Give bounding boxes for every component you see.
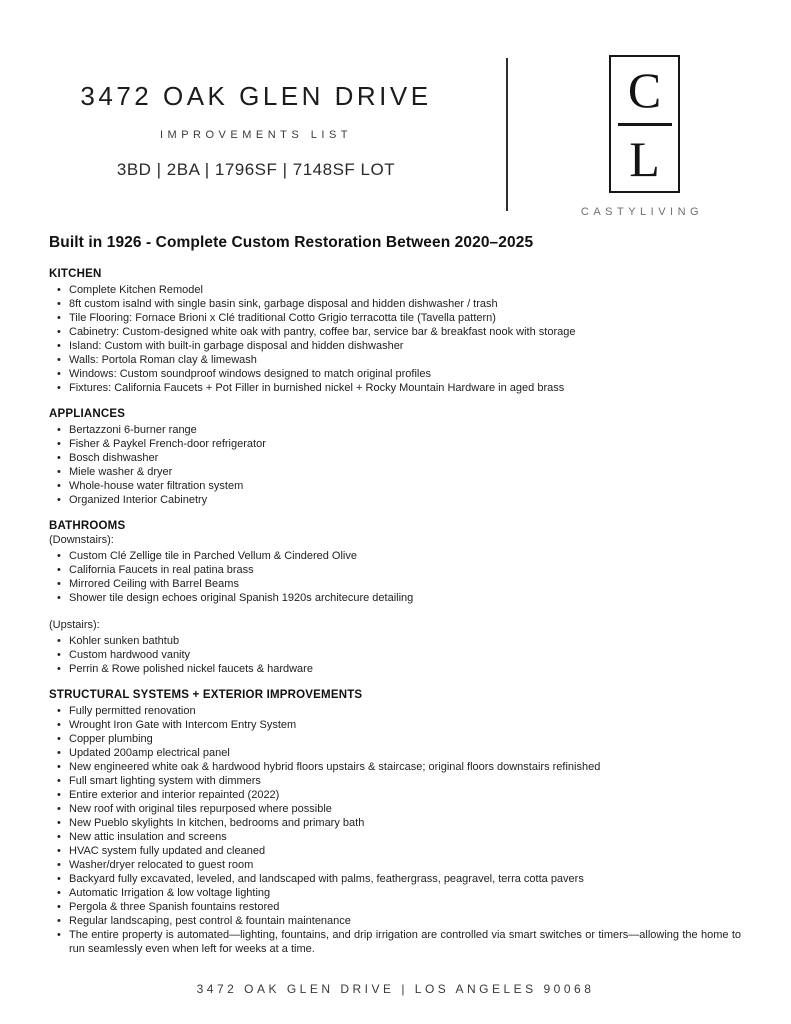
list-item: • Backyard fully excavated, leveled, and landscaped with palms, feathergrass, peagravel, terra cotta pavers [49,872,741,886]
section-heading: BATHROOMS [49,520,126,532]
logo-letter-c-wrap [628,57,661,123]
list-item: • Entire exterior and interior repainted (2022) [49,788,741,802]
list-item: • Windows: Custom soundproof windows designed to match original profiles [49,367,741,381]
list-item: • Updated 200amp electrical panel [49,746,741,760]
list-item: • Cabinetry: Custom-designed white oak with pantry, coffee bar, service bar & breakfast nook with storage [49,325,741,339]
list-item: • California Faucets in real patina brass [49,563,741,577]
bullet-group [49,704,741,956]
list-item: • Wrought Iron Gate with Intercom Entry System [49,718,741,732]
list-item: • Custom Clé Zellige tile in Parched Vellum & Cindered Olive [49,549,741,563]
document-subtitle: IMPROVEMENTS LIST [159,129,353,141]
bullet-list [49,704,741,956]
list-item: • Fisher & Paykel French-door refrigerator [49,437,741,451]
group-label: (Upstairs): [49,619,100,631]
list-item: • Bosch dishwasher [49,451,741,465]
list-item: • Bertazzoni 6-burner range [49,423,741,437]
bullet-list [49,423,741,507]
document-header [0,83,512,179]
bullet-group [49,533,741,605]
property-specs: 3BD | 2BA | 1796SF | 7148SF LOT [116,160,396,179]
list-item: • New Pueblo skylights In kitchen, bedrooms and primary bath [49,816,741,830]
list-item: • 8ft custom isalnd with single basin sink, garbage disposal and hidden dishwasher / trash [49,297,741,311]
list-item: • Copper plumbing [49,732,741,746]
page-title: 3472 OAK GLEN DRIVE [80,81,432,111]
section-heading: APPLIANCES [49,408,126,420]
brand-logo [609,55,680,193]
list-item: • Island: Custom with built-in garbage disposal and hidden dishwasher [49,339,741,353]
brand-name: CASTYLIVING [580,206,704,218]
improvements-section [49,520,741,676]
list-item: • Fully permitted renovation [49,704,741,718]
header-vertical-divider [506,58,508,211]
section-heading: KITCHEN [49,268,102,280]
list-item: • Perrin & Rowe polished nickel faucets & hardware [49,662,741,676]
list-item: • Mirrored Ceiling with Barrel Beams [49,577,741,591]
list-item: • Full smart lighting system with dimmers [49,774,741,788]
list-item: • HVAC system fully updated and cleaned [49,844,741,858]
logo-letter-l: L [629,130,660,187]
improvements-content [49,233,741,969]
bullet-group [49,283,741,395]
improvements-section [49,689,741,956]
bullet-group [49,423,741,507]
list-item: • Whole-house water filtration system [49,479,741,493]
page-footer: 3472 OAK GLEN DRIVE | LOS ANGELES 90068 [196,982,595,996]
intro-heading: Built in 1926 - Complete Custom Restoration Between 2020–2025 [49,234,534,251]
list-item: • New attic insulation and screens [49,830,741,844]
bullet-list [49,634,741,676]
list-item: • Complete Kitchen Remodel [49,283,741,297]
list-item: • Washer/dryer relocated to guest room [49,858,741,872]
list-item: • Regular landscaping, pest control & fountain maintenance [49,914,741,928]
logo-letter-l-wrap [629,126,660,191]
list-item: • Pergola & three Spanish fountains restored [49,900,741,914]
list-item: • Tile Flooring: Fornace Brioni x Clé traditional Cotto Grigio terracotta tile (Tavella pattern) [49,311,741,325]
list-item: • Walls: Portola Roman clay & limewash [49,353,741,367]
list-item: • The entire property is automated—lighting, fountains, and drip irrigation are controlled via smart switches or timers—allowing the home to run seamlessly even when left for weeks at a time. [49,928,741,956]
list-item: • Shower tile design echoes original Spanish 1920s architecure detailing [49,591,741,605]
improvements-section [49,408,741,507]
bullet-list [49,549,741,605]
list-item: • Organized Interior Cabinetry [49,493,741,507]
bullet-list [49,283,741,395]
sections-container [49,268,741,956]
list-item: • New roof with original tiles repurposed where possible [49,802,741,816]
group-label: (Downstairs): [49,534,114,546]
list-item: • Miele washer & dryer [49,465,741,479]
list-item: • Kohler sunken bathtub [49,634,741,648]
list-item: • Custom hardwood vanity [49,648,741,662]
list-item: • Fixtures: California Faucets + Pot Filler in burnished nickel + Rocky Mountain Hardware in aged brass [49,381,741,395]
list-item: • New engineered white oak & hardwood hybrid floors upstairs & staircase; original floors downstairs refinished [49,760,741,774]
list-item: • Automatic Irrigation & low voltage lighting [49,886,741,900]
logo-letter-c: C [627,62,662,118]
improvements-section [49,268,741,395]
bullet-group [49,618,741,676]
section-heading: STRUCTURAL SYSTEMS + EXTERIOR IMPROVEMENTS [49,689,363,701]
